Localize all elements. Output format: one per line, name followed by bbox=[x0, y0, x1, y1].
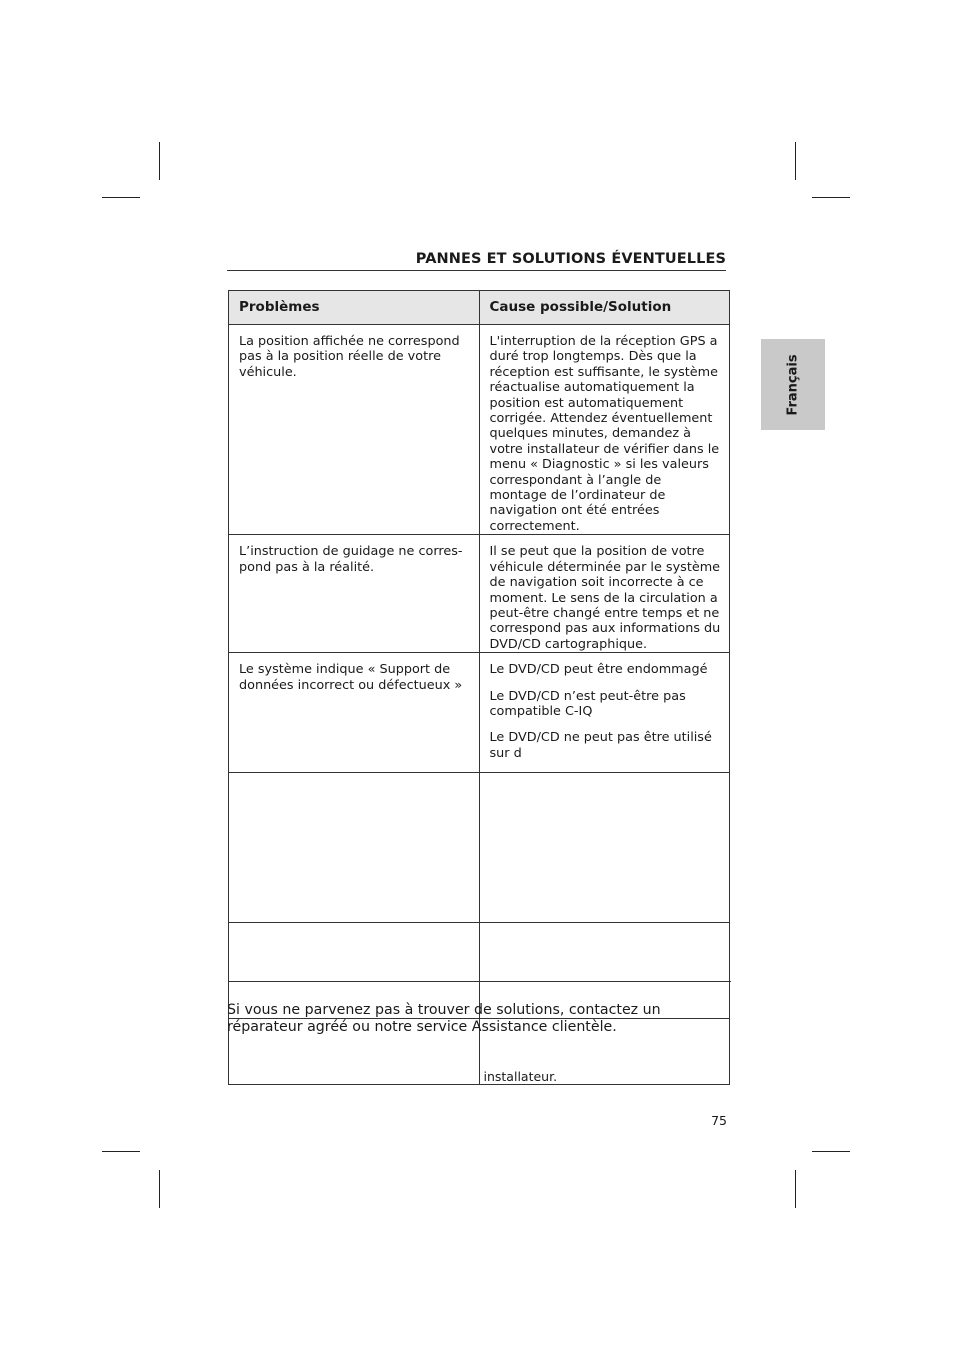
section-title: PANNES ET SOLUTIONS ÉVENTUELLES bbox=[415, 251, 726, 267]
problem-cell: Le système indique « Support de données incorrect ou défectueux » bbox=[229, 653, 480, 773]
cause-line: Le DVD/CD ne peut pas être utilisé sur d bbox=[489, 730, 712, 761]
page-number: 75 bbox=[711, 1113, 727, 1128]
problem-cell bbox=[229, 773, 480, 923]
crop-mark bbox=[812, 1151, 850, 1152]
table-row bbox=[229, 325, 730, 535]
troubleshooting-table bbox=[228, 290, 730, 1085]
cause-cell bbox=[479, 773, 730, 923]
crop-mark bbox=[102, 197, 140, 198]
language-tab bbox=[761, 339, 825, 430]
table-row bbox=[229, 535, 730, 653]
language-tab-label: Français bbox=[785, 353, 801, 416]
table-bottom-rule bbox=[228, 981, 731, 982]
cause-cell: Il se peut que la position de votre véhicule déterminée par le système de navigation soit incorrecte à ce moment. Le sens de la circulation a peut-être changé entre temps et ne correspond pas aux informations du DVD/CD cartographique. bbox=[479, 535, 730, 653]
crop-mark bbox=[102, 1151, 140, 1152]
crop-mark bbox=[159, 1170, 160, 1208]
title-rule bbox=[227, 270, 726, 271]
table-header-row bbox=[229, 291, 730, 325]
crop-mark bbox=[795, 142, 796, 180]
header-cause-solution: Cause possible/Solution bbox=[479, 291, 730, 325]
problem-cell: L’instruction de guidage ne corres-pond pas à la réalité. bbox=[229, 535, 480, 653]
cause-cell: L'interruption de la réception GPS a duré trop longtemps. Dès que la réception est suffisante, le système réactualise automatiquement la position est automatiquement corrigée. Attendez éventuellement quelques minutes, demandez à votre installateur de vérifier dans le menu « Diagnostic » si les valeurs correspondant à l’angle de montage de l’ordinateur de navigation ont été entrées correctement. bbox=[479, 325, 730, 535]
crop-mark bbox=[159, 142, 160, 180]
crop-mark bbox=[812, 197, 850, 198]
header-problems: Problèmes bbox=[229, 291, 480, 325]
cause-fragment: installateur. bbox=[483, 1068, 558, 1084]
cause-line: Le DVD/CD n’est peut-être pas compatible C-IQ bbox=[489, 688, 686, 719]
footer-note: Si vous ne parvenez pas à trouver de solutions, contactez un réparateur agréé ou notre service Assistance clientèle. bbox=[227, 1002, 661, 1035]
table-row bbox=[229, 653, 730, 773]
cause-line: Le DVD/CD peut être endommagé bbox=[489, 662, 708, 678]
crop-mark bbox=[795, 1170, 796, 1208]
cause-cell bbox=[479, 653, 730, 773]
problem-cell: La position affichée ne correspond pas à la position réelle de votre véhicule. bbox=[229, 325, 480, 535]
table-row bbox=[229, 773, 730, 923]
